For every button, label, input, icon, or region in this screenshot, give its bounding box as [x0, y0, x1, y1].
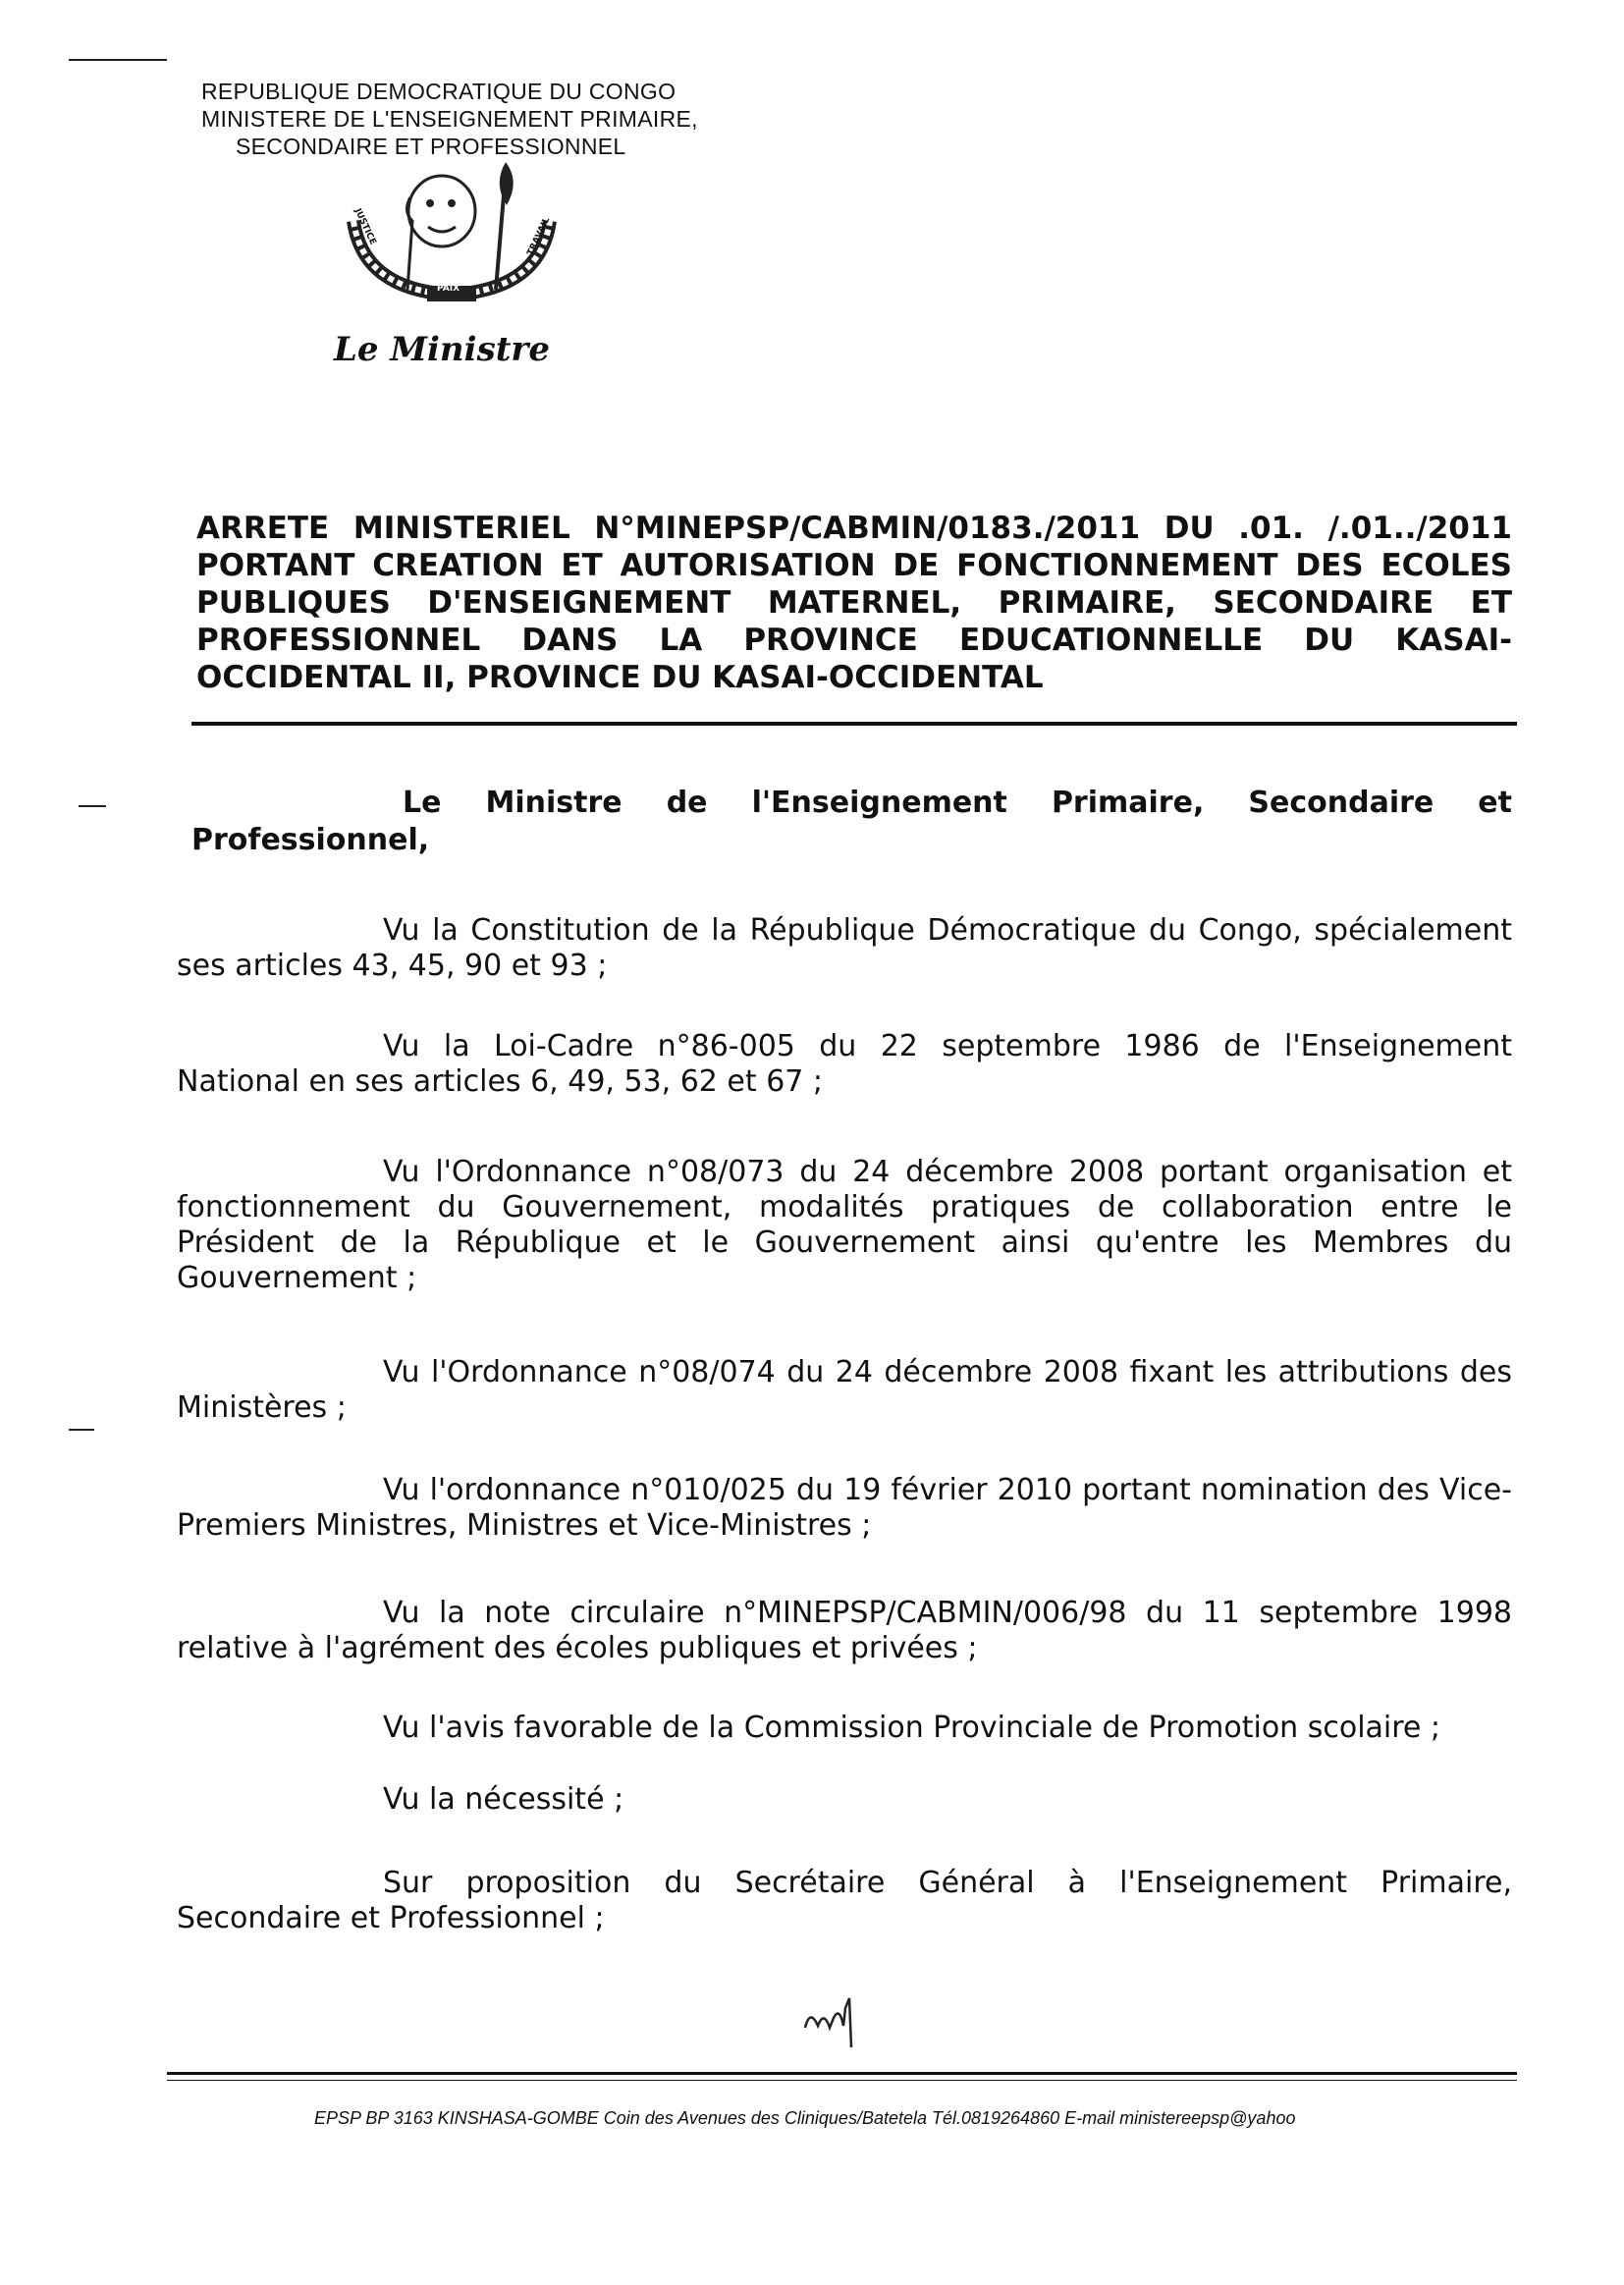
- considerant-paragraph: Vu l'Ordonnance n°08/073 du 24 décembre 2008 portant organisation et fonctionnement du Gouvernement, modalités pratiques de collaboration entre le Président de la République et le Gouvernement ainsi qu'entre les Membres du Gouvernement ;: [177, 1155, 1512, 1295]
- scan-mark: [69, 1429, 94, 1431]
- decree-title-line: PROFESSIONNEL DANS LA PROVINCE EDUCATIONNELLE DU KASAI-: [196, 623, 1512, 658]
- considerant-paragraph: Vu la Loi-Cadre n°86-005 du 22 septembre 1986 de l'Enseignement National en ses articles 6, 49, 53, 62 et 67 ;: [177, 1029, 1512, 1099]
- considerant-paragraph: Vu l'avis favorable de la Commission Provinciale de Promotion scolaire ;: [383, 1711, 1441, 1745]
- footer-address: EPSP BP 3163 KINSHASA-GOMBE Coin des Avenues des Cliniques/Batetela Tél.0819264860 E-mail ministereepsp@yahoo: [314, 2108, 1296, 2128]
- footer-rule: [167, 2072, 1517, 2075]
- header-ministry: MINISTERE DE L'ENSEIGNEMENT PRIMAIRE,: [201, 106, 698, 132]
- intro-line: Professionnel,: [191, 823, 430, 857]
- considerant-paragraph: Vu la Constitution de la République Démocratique du Congo, spécialement ses articles 43, 45, 90 et 93 ;: [177, 913, 1512, 983]
- emblem-motto-left: JUSTICE: [352, 207, 378, 246]
- emblem-motto-center: PAIX: [437, 284, 460, 294]
- decree-title-line: PORTANT CREATION ET AUTORISATION DE FONCTIONNEMENT DES ECOLES: [196, 548, 1512, 583]
- title-underline: [191, 722, 1517, 726]
- footer-rule: [167, 2080, 1517, 2081]
- intro-line: Le Ministre de l'Enseignement Primaire, Secondaire et: [403, 786, 1512, 820]
- decree-title-line: OCCIDENTAL II, PROVINCE DU KASAI-OCCIDENTAL: [196, 660, 1044, 695]
- signature-label: Le Ministre: [334, 330, 550, 369]
- scan-mark: [69, 59, 167, 61]
- considerant-paragraph: Sur proposition du Secrétaire Général à l'Enseignement Primaire, Secondaire et Professionnel ;: [177, 1866, 1512, 1935]
- scan-mark: [79, 805, 106, 807]
- initials-signature-icon: [800, 1988, 869, 2057]
- considerant-paragraph: Vu l'Ordonnance n°08/074 du 24 décembre 2008 fixant les attributions des Ministères ;: [177, 1355, 1512, 1425]
- emblem-motto-right: TRAVAIL: [525, 215, 553, 258]
- decree-title-line: ARRETE MINISTERIEL N°MINEPSP/CABMIN/0183./2011 DU .01. /.01../2011: [196, 511, 1512, 546]
- considerant-paragraph: Vu l'ordonnance n°010/025 du 19 février 2010 portant nomination des Vice-Premiers Ministres, Ministres et Vice-Ministres ;: [177, 1473, 1512, 1543]
- decree-title-line: PUBLIQUES D'ENSEIGNEMENT MATERNEL, PRIMAIRE, SECONDAIRE ET: [196, 585, 1512, 621]
- header-sector: SECONDAIRE ET PROFESSIONNEL: [236, 134, 626, 159]
- considerant-paragraph: Vu la nécessité ;: [383, 1782, 624, 1817]
- considerant-paragraph: Vu la note circulaire n°MINEPSP/CABMIN/006/98 du 11 septembre 1998 relative à l'agrément des écoles publiques et privées ;: [177, 1596, 1512, 1665]
- header-republic: REPUBLIQUE DEMOCRATIQUE DU CONGO: [201, 79, 677, 104]
